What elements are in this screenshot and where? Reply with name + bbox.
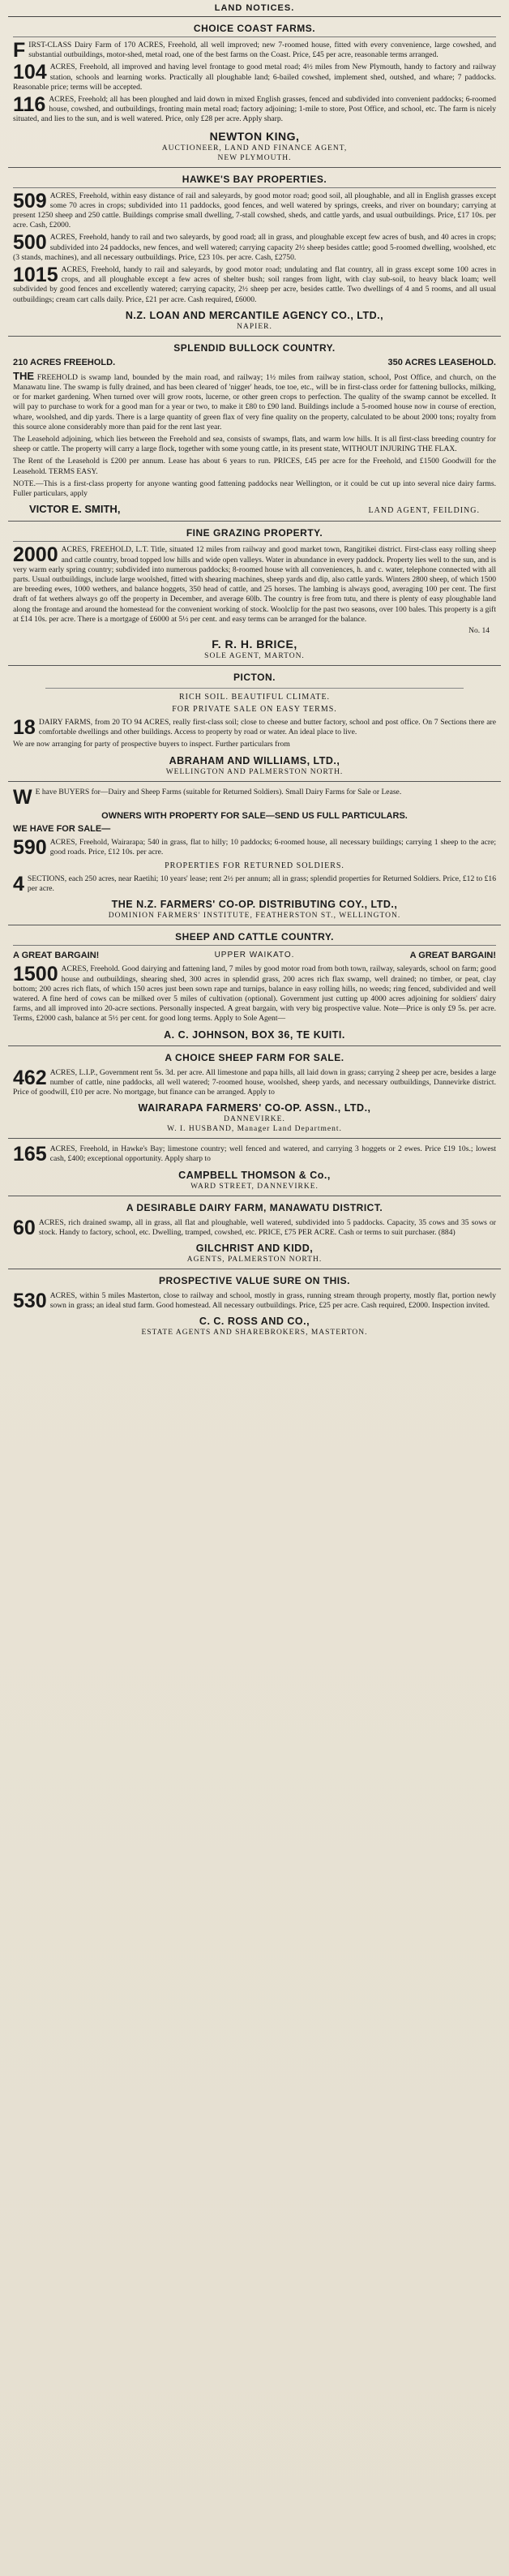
listing-text: ACRES, Freehold, all improved and having level frontage to good metal road; 4½ miles from New Plymouth, handy to factory and railway station, schools and learning works. Practically all ploughable land; 6-bailed cowshed, implement shed, outshed, and whare; 7 paddocks. Reasonable price; terms will be accepted. — [13, 62, 496, 92]
ad-subheading-2: WE HAVE FOR SALE— — [13, 823, 111, 834]
subheading-freehold: 210 ACRES FREEHOLD. — [13, 357, 116, 367]
listing-number: 1015 — [13, 264, 58, 287]
agent-title: SOLE AGENT, MARTON. — [204, 651, 305, 660]
listing-text: SECTIONS, each 250 acres, near Raetihi; 10 years' lease; rent 2½ per annum; all in grass; splendid properties for Returned Soldiers. Price, £12 to £16 per acre. — [27, 874, 496, 894]
ad-hawkes-bay-properties — [8, 168, 501, 337]
ad-subheading-3: PROPERTIES FOR RETURNED SOLDIERS. — [165, 861, 344, 870]
subheading-leasehold: 350 ACRES LEASEHOLD. — [387, 357, 496, 367]
divider — [45, 688, 464, 689]
ad-sheep-and-cattle-country — [8, 925, 501, 1045]
listing-number: W — [13, 785, 32, 809]
listing — [13, 740, 496, 749]
listing-number: 530 — [13, 1289, 47, 1312]
listing-number: 18 — [13, 715, 36, 739]
listing-text: ACRES, Freehold, in Hawke's Bay; limestone country; well fenced and watered, and carrying 3 hoggets or 2 ewes. Price £19 10s.; lowest cash, £400; exceptional opportunity. Apply sharp to — [49, 1144, 496, 1164]
ad-campbell-thomson — [8, 1139, 501, 1196]
listing-reference: No. 14 — [468, 626, 490, 635]
listing — [13, 41, 496, 60]
ad-heading: SHEEP AND CATTLE COUNTRY. — [13, 929, 496, 946]
ad-choice-sheep-farm — [8, 1046, 501, 1140]
ad-heading: SPLENDID BULLOCK COUNTRY. — [173, 341, 336, 354]
listing — [13, 457, 496, 476]
ad-heading: PROSPECTIVE VALUE SURE ON THIS. — [159, 1274, 350, 1286]
listing-number: 165 — [13, 1143, 47, 1166]
listing — [13, 1144, 496, 1164]
listing-text: ACRES, Freehold, handy to rail and two saleyards, by good road; all in grass, and ploughable except few acres of bush, and 40 acres in crops; subdivided into 24 paddocks, new fences, and well watered; carrying capacity 2½ sheep besides cattle; good 5-roomed dwelling, woolshed, etc (3 stands, machines), and all necessary outbuildings. Price, £23 10s. per acre. Cash, £2750. — [13, 233, 496, 262]
listing-number: F — [13, 39, 26, 62]
agent-location: DOMINION FARMERS' INSTITUTE, FEATHERSTON ST., WELLINGTON. — [108, 912, 401, 921]
ad-heading: HAWKE'S BAY PROPERTIES. — [13, 171, 496, 188]
listing-number: 4 — [13, 872, 24, 895]
agent-location: WELLINGTON AND PALMERSTON NORTH. — [165, 767, 344, 776]
listing-text: ACRES, Freehold. Good dairying and fattening land, 7 miles by good motor road from both town, railway, saleyards, school on farm; good house and outbuildings, shearing shed, 300 acres in splendid grass, 200 acres rich flax swamp, well drained; no timber, or peat, clay bottom; 200 acres rich flats, of which 150 acres just been sown rape and turnips, balance in easy rolling hills, no weeds; ring fenced, subdivided and well watered. A fine herd of cows can be milked over 5 miles of cultivation (optional). Government just cutting up 4000 acres adjoining for soldiers' dairy farms, and all improved into 20-acre sections. Personally inspected. A great bargain, with very big prospective value. Note—Price is only £9 5s. per acre. Terms, £2000 cash, balance at 5½ per cent. for good long terms. Apply to Sole Agent— — [13, 964, 496, 1024]
listing — [13, 95, 496, 125]
listing-number: 60 — [13, 1216, 36, 1239]
listing — [13, 371, 496, 432]
listing — [13, 785, 496, 809]
listing — [13, 874, 496, 894]
agent-name: NEWTON KING, — [209, 129, 300, 143]
listing — [13, 233, 496, 263]
agent-location: NAPIER. — [237, 322, 272, 331]
agent-name: N.Z. LOAN AND MERCANTILE AGENCY CO., LTD., — [125, 309, 384, 321]
listing-number: 1500 — [13, 963, 58, 986]
listing-number: 104 — [13, 61, 47, 84]
ad-splendid-bullock-country — [8, 337, 501, 522]
listing — [13, 545, 496, 625]
ad-manawatu-dairy-farm — [8, 1196, 501, 1269]
agent-manager: W. I. HUSBAND, Manager Land Department. — [167, 1125, 342, 1134]
listing-text: ACRES, within 5 miles Masterton, close to railway and school, mostly in grass, running stream through property, mostly flat, portion newly sown in grass; an ideal stud farm. Good homestead. All necessary outbuildings. Price, £25 per acre. Cash required, £2000. Inspection invited. — [49, 1290, 496, 1311]
agent-location: WARD STREET, DANNEVIRKE. — [190, 1182, 319, 1191]
agent-name: CAMPBELL THOMSON & Co., — [178, 1169, 331, 1181]
listing — [13, 964, 496, 1024]
listing — [13, 1068, 496, 1098]
agent-location: NEW PLYMOUTH. — [217, 153, 292, 162]
listing-text: ACRES, Freehold, handy to rail and saleyards, by good motor road; undulating and flat country, all in grass except some 100 acres in crops, and all ploughable except a few acres of shelter bush; soil ranges from light, with clay sub-soil, to heavy black loam; well subdivided by good fences and excellently watered; carrying capacity, 2½ sheep per acre, besides cattle. Two dwellings of 4 and 5 rooms, and all usual outbuildings; cream cart calls daily. Price, £21 per acre. Cash required, £6000. — [13, 265, 496, 304]
listing-number: 590 — [13, 835, 47, 859]
listing-text: DAIRY FARMS, from 20 TO 94 ACRES, really first-class soil; close to cheese and butter factory, school and post office. On 7 Sections there are comfortable dwellings and other buildings. Access to property by road or water. An ideal place to live. — [38, 717, 496, 737]
listing-text: ACRES, Freehold, within easy distance of rail and saleyards, by good motor road; good soil, all ploughable, and all in English grasses except some 70 acres in crops; subdivided into 11 paddocks, good fences, and well watered by springs, creeks, and river on boundary; carrying at present 1250 sheep and 250 cattle. Buildings comprise small dwelling, 7-stall cowshed, sheds, and cattle yards, and usual outbuildings. Price, £17 10s. per acre. Cash, £2000. — [13, 191, 496, 230]
listing-text: E have BUYERS for—Dairy and Sheep Farms (suitable for Returned Soldiers). Small Dairy Farms for Sale or Lease. — [35, 787, 402, 796]
listing-number: 462 — [13, 1066, 47, 1089]
listing — [13, 1218, 496, 1238]
listing — [13, 479, 496, 499]
subheading-right: A GREAT BARGAIN! — [409, 951, 496, 961]
ad-fine-grazing-property — [8, 522, 501, 666]
agent-name: F. R. H. BRICE, — [212, 637, 297, 650]
agent-name: A. C. JOHNSON, BOX 36, TE KUITI. — [164, 1028, 345, 1041]
agent-name: ABRAHAM AND WILLIAMS, LTD., — [169, 754, 340, 766]
subheading-center: UPPER WAIKATO. — [214, 951, 295, 960]
agent-title: LAND AGENT, FEILDING. — [368, 506, 480, 516]
listing — [13, 265, 496, 305]
ad-heading: PICTON. — [233, 671, 276, 683]
agent-name: THE N.Z. FARMERS' CO-OP. DISTRIBUTING COY., LTD., — [111, 899, 398, 911]
listing-text: The Leasehold adjoining, which lies between the Freehold and sea, consists of swamps, flats, and warm low hills. It is all first-class breeding country for sheep or cattle. The property will carry a large flock, together with some young cattle, in its present state, WITHOUT INJURING THE FLAX. — [13, 435, 496, 454]
listing-lead: THE — [13, 369, 34, 382]
ad-farmers-coop-distributing — [8, 782, 501, 926]
listing-text: ACRES, Freehold; all has been ploughed and laid down in mixed English grasses, fenced and subdivided into convenient paddocks; 6-roomed house, cowshed, and outbuildings, fronting main metal road; factory adjoining; 1-mile to store, Post Office, and school, etc. The farm is nicely situated, and lies to the sun, and is well watered. Price, only £28 per acre. Apply sharp. — [13, 95, 496, 124]
listing-text: ACRES, FREEHOLD, L.T. Title, situated 12 miles from railway and good market town, Rangitikei district. First-class easy rolling sheep and cattle country, broad topped low hills and wide open valleys. Water in abundance in every paddock. Property lies well to the sun, and is very warm early spring country; subdivided into numerous paddocks; 8-roomed house with all conveniences, h. and c. water, telephone connected with all parts. Usual outbuildings, include large woolshed, fitted with shearing machines, sheep yards and dip, also cattle yards. Winters 2800 sheep, of which 1500 are breeding ewes, 1000 wethers, and balance hoggets, 350 head of cattle, and 25 horses. The lambing is always good, averaging 100 per cent. The first draft of fat wethers always go off the property in December, and average 60lb. The country is free from tutu, and there is plenty of easy ploughable land along the frontage and around the homestead for the convenient working of stock. Woolclip for the past two seasons, over 100 bales. This property is a gift at £14 10s. per acre. There is a mortgage of £6000 at 5½ per cent. and easy terms can be arranged for the balance. — [13, 545, 496, 624]
listing-text: ACRES, rich drained swamp, all in grass, all flat and ploughable, well watered, subdivided into 5 paddocks. Capacity, 35 cows and 35 sows or stock. Handy to factory, school, etc. Dwelling, tramped, cowshed, etc. PRICE, £75 PER ACRE. Cash or terms to suit purchaser. (884) — [38, 1217, 496, 1237]
ad-subheading: OWNERS WITH PROPERTY FOR SALE—SEND US FULL PARTICULARS. — [101, 810, 408, 821]
listing-text: FREEHOLD is swamp land, bounded by the main road, and railway; 1½ miles from railway station, school, Post Office, and church, on the Manawatu line. The swamp is fully drained, and has been cleared of 'nigger' heads, toe toe, etc., will be in first-class order for fattening bullocks, milking, or for market gardening. When turned over will grow roots, lucerne, or other green crops to perfection. The quality of the swamp cannot be excelled. It will pay to purchase to work for a good man for a year or two, to make it £80 to £90 land. Buildings include a 5-roomed house now in course of erection, whare, woolshed, and dip yards. There is a large quantity of green flax of very fine quality on the property, calculated to be about 2000 tons; royalty from this source alone considerably more than paid for the rent last year. — [13, 372, 496, 431]
listing — [13, 435, 496, 454]
ad-heading: A CHOICE SHEEP FARM FOR SALE. — [165, 1051, 344, 1063]
ad-subheadings — [13, 356, 496, 369]
masthead: LAND NOTICES. — [8, 3, 501, 17]
agent-row — [13, 501, 496, 517]
agent-name: WAIRARAPA FARMERS' CO-OP. ASSN., LTD., — [138, 1102, 371, 1114]
listing — [13, 191, 496, 231]
listing — [13, 715, 496, 739]
listing-text: IRST-CLASS Dairy Farm of 170 ACRES, Freehold, all well improved; new 7-roomed house, fitted with every convenience, large cowshed, and substantial outbuildings, motor-shed, metal road, one of the best farms on the Coast. Price, £45 per acre, reasonable terms arranged. — [28, 41, 496, 60]
listing — [13, 62, 496, 92]
ad-subheadings — [13, 949, 496, 962]
listing-text: We are now arranging for party of prospective buyers to inspect. Further particulars from — [13, 740, 290, 749]
agent-location: AGENTS, PALMERSTON NORTH. — [186, 1255, 323, 1264]
ad-prospective-value — [8, 1269, 501, 1342]
ad-choice-coast-farms — [8, 17, 501, 168]
agent-name: VICTOR E. SMITH, — [29, 503, 121, 516]
subheading-left: A GREAT BARGAIN! — [13, 951, 100, 961]
listing — [13, 835, 496, 859]
ad-caption: RICH SOIL. BEAUTIFUL CLIMATE. — [178, 692, 331, 702]
ad-heading: A DESIRABLE DAIRY FARM, MANAWATU DISTRICT. — [126, 1201, 383, 1213]
listing-text: NOTE.—This is a first-class property for anyone wanting good fattening paddocks near Wellington, or it could be cut up into several nice dairy farms. Fuller particulars, apply — [13, 479, 496, 499]
listing-number: 116 — [13, 93, 46, 117]
listing-text: ACRES, L.I.P., Government rent 5s. 3d. per acre. All limestone and papa hills, all laid down in grass; carrying 2 sheep per acre, besides a large number of cattle, nine paddocks, all well watered; 7-roomed house, woolshed, sheep yards, and necessary outbuildings, Dannevirke district. Price of goodwill, £10 per acre. No mortgage, but finance can be arranged. Apply to — [13, 1067, 496, 1097]
agent-name: C. C. ROSS AND CO., — [199, 1316, 310, 1328]
ad-heading: CHOICE COAST FARMS. — [13, 20, 496, 37]
agent-location: ESTATE AGENTS AND SHAREBROKERS, MASTERTON. — [141, 1329, 368, 1337]
agent-location: DANNEVIRKE. — [224, 1115, 285, 1124]
listing — [13, 1291, 496, 1311]
ad-heading: FINE GRAZING PROPERTY. — [13, 525, 496, 542]
ad-subheading: FOR PRIVATE SALE ON EASY TERMS. — [172, 704, 337, 714]
listing-number: 509 — [13, 189, 47, 213]
agent-title: AUCTIONEER, LAND AND FINANCE AGENT, — [161, 144, 348, 152]
ad-picton — [8, 666, 501, 782]
listing-number: 500 — [13, 231, 47, 255]
listing-number: 2000 — [13, 543, 58, 567]
agent-name: GILCHRIST AND KIDD, — [195, 1242, 314, 1254]
listing-text: ACRES, Freehold, Wairarapa; 540 in grass, flat to hilly; 10 paddocks; 6-roomed house, all necessary buildings; carrying 1 sheep to the acre; good roads. Price, £12 10s. per acre. — [49, 837, 496, 857]
listing-text: The Rent of the Leasehold is £200 per annum. Lease has about 6 years to run. PRICES, £45 per acre for the Freehold, and £1500 Goodwill for the Leasehold. TERMS EASY. — [13, 457, 496, 476]
